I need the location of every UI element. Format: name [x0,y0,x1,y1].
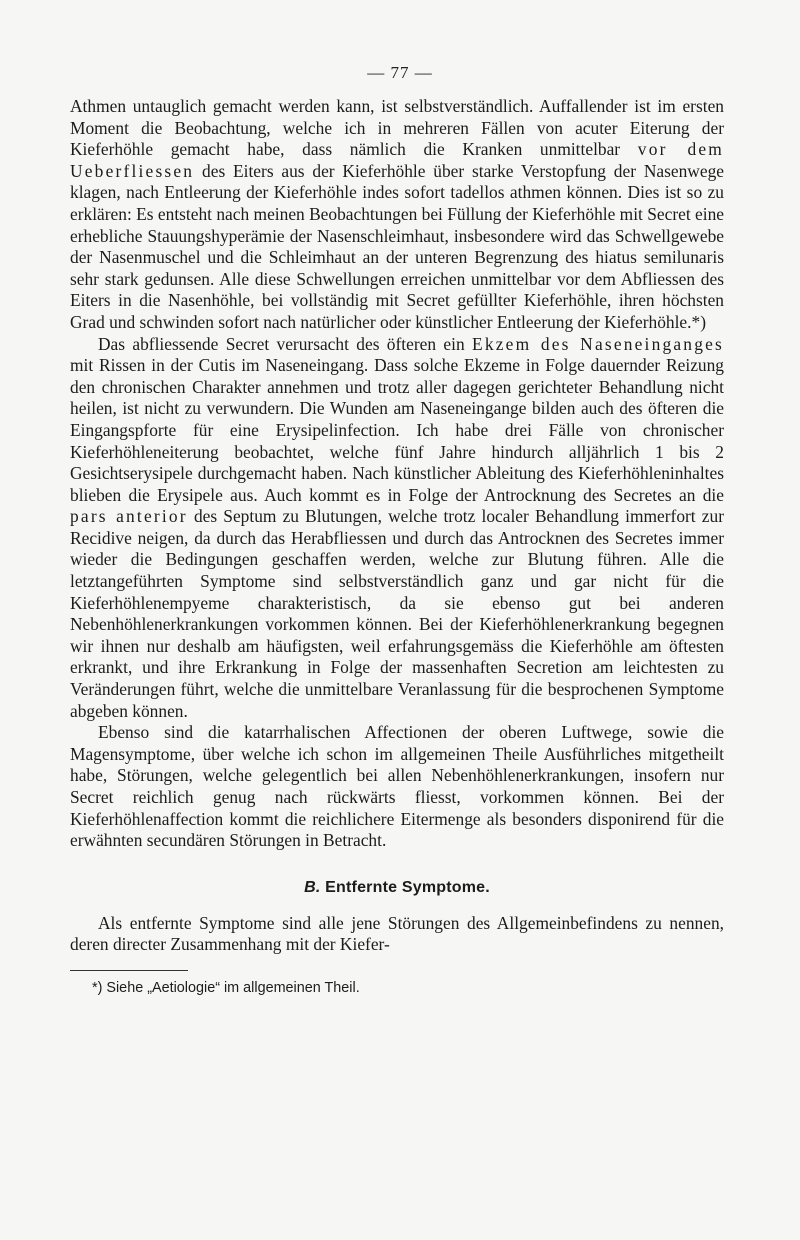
paragraph-1-text: Athmen untauglich gemacht werden kann, ist selbstverständlich. Auffallender ist im ersten Moment die Beobachtung, welche ich in mehreren Fällen von acuter Eiterung der Kieferhöhle gemacht habe, dass nämlich die Kranken unmittelbar [70,96,724,160]
paragraph-4: Als entfernte Symptome sind alle jene Störungen des Allgemeinbefindens zu nennen, deren directer Zusammenhang mit der Kiefer- [70,912,724,955]
paragraph-2-rest: mit Rissen in der Cutis im Naseneingang. Dass solche Ekzeme in Folge dauernder Reizung den chronischen Charakter annehmen und trotz aller dagegen gerichteter Behandlung nicht heilen, ist nicht zu verwundern. Die Wunden am Naseneingange bilden auch des öfteren die Eingangspforte für eine Erysipelinfection. Ich habe drei Fälle von chronischer Kieferhöhleneiterung beobachtet, welche fünf Jahre hindurch alljährlich 1 bis 2 Gesichtserysipele durchgemacht haben. Nach künstlicher Ableitung des Kieferhöhleninhaltes blieben die Erysipele aus. Auch kommt es in Folge der Antrocknung des Secretes an die [70,355,724,505]
page-number: — 77 — [367,63,433,82]
paragraph-2 [70,334,724,723]
paragraph-2-start: Das abfliessende Secret verursacht des öfteren ein [98,333,465,354]
paragraph-2-emphasis: Ekzem des Naseneinganges [472,333,724,354]
paragraph-2-end: des Septum zu Blutungen, welche trotz localer Behandlung immerfort zur Recidive neigen, da durch das Herabfliessen und durch das Antrocknen des Secretes immer wieder die Bedingungen geschaffen werden, welche zur Blutung führen. Alle die letztangeführten Symptome sind selbstverständlich ganz und gar nicht für die Kieferhöhlenempyeme charakteristisch, da sie ebenso gut bei anderen Nebenhöhlenerkrankungen vorkommen können. Bei der Kieferhöhlenerkrankung begegnen wir ihnen nur deshalb am häufigsten, weil erfahrungsgemäss die Kieferhöhle am öftesten erkrankt, und ihre Erkrankung in Folge der massenhaften Secretion am leichtesten zu Veränderungen führt, welche die unmittelbare Veranlassung für die besprochenen Symptome abgeben können. [70,506,724,721]
paragraph-3: Ebenso sind die katarrhalischen Affectionen der oberen Luftwege, sowie die Magensymptome, über welche ich schon im allgemeinen Theile Ausführliches mitgetheilt habe, Störungen, welche gelegentlich bei allen Nebenhöhlenerkrankungen, insofern nur Secret reichlich genug nach rückwärts fliesst, vorkommen können. Bei der Kieferhöhlenaffection kommt die reichlichere Eitermenge als besonders disponirend für die erwähnten secundären Störungen in Betracht. [70,722,724,851]
section-letter: B. [304,878,321,896]
paragraph-1 [70,96,724,334]
paragraph-1-emphasis: vor dem Ueberfliessen [70,139,724,181]
footnote-divider [70,970,188,971]
footnote: *) Siehe „Aetiologie“ im allgemeinen Theil. [92,979,360,996]
section-title: Entfernte Symptome. [325,878,490,896]
page-body [70,96,724,997]
section-heading [70,879,724,897]
paragraph-1-rest: des Eiters aus der Kieferhöhle über starke Verstopfung der Nasenwege klagen, nach Entleerung der Kieferhöhle indes sofort tadellos athmen können. Dies ist so zu erklären: Es entsteht nach meinen Beobachtungen bei Füllung der Kieferhöhle mit Secret eine erhebliche Stauungshyperämie der Nasenschleimhaut, insbesondere wird das Schwellgewebe der Nasenmuschel und die Schleimhaut an der unteren Begrenzung des hiatus semilunaris sehr stark gedunsen. Alle diese Schwellungen erreichen unmittelbar vor dem Abfliessen des Eiters in die Nasenhöhle, bei vollständig mit Secret gefüllter Kieferhöhle, ihren höchsten Grad und schwinden sofort nach natürlicher oder künstlicher Entleerung der Kieferhöhle.*) [70,160,724,332]
paragraph-2-emphasis-2: pars anterior [70,506,188,527]
